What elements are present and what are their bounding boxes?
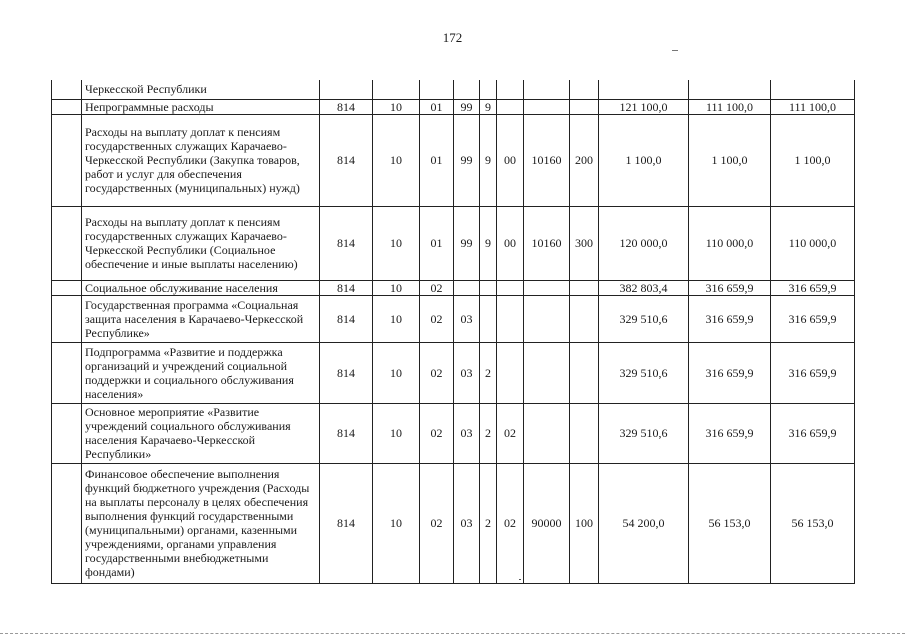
subprogram-code-cell: 2: [480, 403, 497, 463]
activity-code-cell: [497, 342, 524, 403]
activity-code-cell: 00: [497, 114, 524, 206]
section-code-cell: 10: [373, 295, 420, 342]
amount-year-1-cell: 121 100,0: [599, 99, 689, 114]
expense-name-cell: Расходы на выплату доплат к пенсиям государственных служащих Карачаево-Черкесской Республики (Закупка товаров, работ и услуг для обеспечения государственных (муниципальных) нужд): [82, 114, 320, 206]
expense-name-cell: Подпрограмма «Развитие и поддержка организаций и учреждений социальной поддержки и социального обслуживания населения»: [82, 342, 320, 403]
page-number: 172: [442, 30, 463, 45]
activity-code-cell: [497, 80, 524, 99]
subsection-code-cell: 02: [420, 295, 454, 342]
section-code-cell: 10: [373, 99, 420, 114]
direction-code-cell: 10160: [524, 114, 570, 206]
expense-type-cell: [570, 99, 599, 114]
section-code-cell: 10: [373, 280, 420, 295]
table-row: [52, 280, 855, 295]
subprogram-code-cell: 2: [480, 463, 497, 583]
subprogram-code-cell: [480, 80, 497, 99]
direction-code-cell: 10160: [524, 206, 570, 280]
table-row: [52, 342, 855, 403]
amount-year-2-cell: 316 659,9: [689, 403, 771, 463]
amount-year-2-cell: 316 659,9: [689, 280, 771, 295]
table-row: [52, 206, 855, 280]
amount-year-2-cell: [689, 80, 771, 99]
table-row: [52, 403, 855, 463]
program-code-cell: 99: [454, 206, 480, 280]
section-code-cell: 10: [373, 463, 420, 583]
direction-code-cell: [524, 80, 570, 99]
expense-name-cell: Непрограммные расходы: [82, 99, 320, 114]
section-code-cell: 10: [373, 403, 420, 463]
direction-code-cell: [524, 295, 570, 342]
ministry-code-cell: 814: [320, 295, 373, 342]
activity-code-cell: [497, 280, 524, 295]
amount-year-1-cell: [599, 80, 689, 99]
expense-type-cell: 200: [570, 114, 599, 206]
amount-year-1-cell: 329 510,6: [599, 295, 689, 342]
amount-year-1-cell: 329 510,6: [599, 342, 689, 403]
amount-year-2-cell: 56 153,0: [689, 463, 771, 583]
amount-year-3-cell: [771, 80, 855, 99]
amount-year-3-cell: 1 100,0: [771, 114, 855, 206]
ministry-code-cell: 814: [320, 114, 373, 206]
row-number-cell: [52, 114, 82, 206]
row-number-cell: [52, 206, 82, 280]
expense-name-cell: Государственная программа «Социальная защита населения в Карачаево-Черкесской Республике»: [82, 295, 320, 342]
activity-code-cell: [497, 99, 524, 114]
subsection-code-cell: 01: [420, 99, 454, 114]
section-code-cell: 10: [373, 342, 420, 403]
subsection-code-cell: 02: [420, 463, 454, 583]
row-number-cell: [52, 295, 82, 342]
row-number-cell: [52, 403, 82, 463]
direction-code-cell: 90000: [524, 463, 570, 583]
section-code-cell: 10: [373, 206, 420, 280]
ministry-code-cell: 814: [320, 403, 373, 463]
program-code-cell: 99: [454, 114, 480, 206]
activity-code-cell: 02: [497, 463, 524, 583]
subsection-code-cell: 02: [420, 403, 454, 463]
activity-code-cell: 00: [497, 206, 524, 280]
program-code-cell: 03: [454, 403, 480, 463]
table-row: [52, 80, 855, 99]
amount-year-3-cell: 111 100,0: [771, 99, 855, 114]
subprogram-code-cell: 9: [480, 99, 497, 114]
amount-year-3-cell: 316 659,9: [771, 342, 855, 403]
expense-type-cell: [570, 80, 599, 99]
subprogram-code-cell: 9: [480, 114, 497, 206]
expense-name-cell: Финансовое обеспечение выполнения функций бюджетного учреждения (Расходы на выплаты персоналу в целях обеспечения выполнения функций государственными (муниципальными) органами, казенными учреждениями, органами управления государственными внебюджетными фондами): [82, 463, 320, 583]
ministry-code-cell: 814: [320, 463, 373, 583]
amount-year-1-cell: 120 000,0: [599, 206, 689, 280]
scan-speck: [519, 579, 521, 580]
table-row: [52, 295, 855, 342]
section-code-cell: [373, 80, 420, 99]
direction-code-cell: [524, 99, 570, 114]
amount-year-2-cell: 316 659,9: [689, 342, 771, 403]
amount-year-1-cell: 54 200,0: [599, 463, 689, 583]
scan-mark: [672, 50, 678, 51]
subprogram-code-cell: [480, 280, 497, 295]
subsection-code-cell: 02: [420, 280, 454, 295]
expense-name-cell: Расходы на выплату доплат к пенсиям государственных служащих Карачаево-Черкесской Республики (Социальное обеспечение и иные выплаты населению): [82, 206, 320, 280]
subprogram-code-cell: 2: [480, 342, 497, 403]
subprogram-code-cell: [480, 295, 497, 342]
direction-code-cell: [524, 280, 570, 295]
amount-year-1-cell: 1 100,0: [599, 114, 689, 206]
amount-year-3-cell: 316 659,9: [771, 295, 855, 342]
ministry-code-cell: 814: [320, 206, 373, 280]
expense-name-cell: Основное мероприятие «Развитие учреждений социального обслуживания населения Карачаево-Черкесской Республики»: [82, 403, 320, 463]
direction-code-cell: [524, 342, 570, 403]
ministry-code-cell: 814: [320, 342, 373, 403]
expense-name-cell: Черкесской Республики: [82, 80, 320, 99]
amount-year-3-cell: 316 659,9: [771, 403, 855, 463]
amount-year-3-cell: 110 000,0: [771, 206, 855, 280]
section-code-cell: 10: [373, 114, 420, 206]
ministry-code-cell: 814: [320, 99, 373, 114]
program-code-cell: 03: [454, 342, 480, 403]
table-row: [52, 114, 855, 206]
subsection-code-cell: [420, 80, 454, 99]
scan-bottom-edge: [0, 633, 905, 635]
expense-type-cell: [570, 280, 599, 295]
subsection-code-cell: 01: [420, 206, 454, 280]
subsection-code-cell: 01: [420, 114, 454, 206]
table-row: [52, 99, 855, 114]
program-code-cell: [454, 80, 480, 99]
row-number-cell: [52, 80, 82, 99]
subsection-code-cell: 02: [420, 342, 454, 403]
direction-code-cell: [524, 403, 570, 463]
expense-type-cell: 300: [570, 206, 599, 280]
row-number-cell: [52, 99, 82, 114]
expense-type-cell: [570, 342, 599, 403]
amount-year-2-cell: 110 000,0: [689, 206, 771, 280]
activity-code-cell: 02: [497, 403, 524, 463]
expense-type-cell: [570, 295, 599, 342]
expense-type-cell: [570, 403, 599, 463]
subprogram-code-cell: 9: [480, 206, 497, 280]
amount-year-2-cell: 111 100,0: [689, 99, 771, 114]
table-row: [52, 463, 855, 583]
row-number-cell: [52, 463, 82, 583]
ministry-code-cell: 814: [320, 280, 373, 295]
budget-table: [51, 80, 855, 584]
program-code-cell: 99: [454, 99, 480, 114]
amount-year-2-cell: 316 659,9: [689, 295, 771, 342]
row-number-cell: [52, 342, 82, 403]
amount-year-1-cell: 382 803,4: [599, 280, 689, 295]
amount-year-1-cell: 329 510,6: [599, 403, 689, 463]
expense-type-cell: 100: [570, 463, 599, 583]
activity-code-cell: [497, 295, 524, 342]
amount-year-3-cell: 56 153,0: [771, 463, 855, 583]
program-code-cell: 03: [454, 463, 480, 583]
amount-year-2-cell: 1 100,0: [689, 114, 771, 206]
expense-name-cell: Социальное обслуживание населения: [82, 280, 320, 295]
row-number-cell: [52, 280, 82, 295]
program-code-cell: 03: [454, 295, 480, 342]
amount-year-3-cell: 316 659,9: [771, 280, 855, 295]
ministry-code-cell: [320, 80, 373, 99]
program-code-cell: [454, 280, 480, 295]
